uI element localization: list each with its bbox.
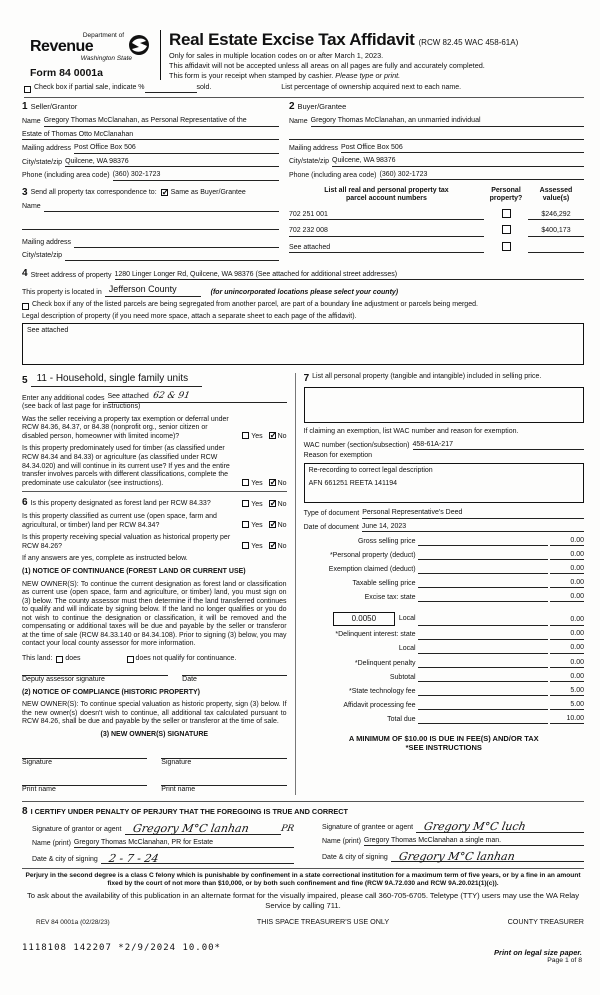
legal-description-input[interactable]: See attached bbox=[22, 323, 584, 365]
agency-block bbox=[22, 30, 160, 80]
form-title: Real Estate Excise Tax Affidavit bbox=[169, 30, 415, 49]
s6q3-yes-checkbox[interactable] bbox=[242, 542, 249, 549]
seller-name-input-2[interactable]: Estate of Thomas Otto McClanahan bbox=[22, 131, 279, 141]
parcel-row bbox=[289, 209, 584, 221]
seller-name-input[interactable]: Gregory Thomas McClanahan, as Personal Representative of the bbox=[44, 117, 279, 127]
deputy-date-label: Date bbox=[182, 676, 197, 684]
parcel-column-header: List all real and personal property tax parcel account numbers bbox=[324, 186, 449, 203]
assessed-value-column-header: Assessed value(s) bbox=[539, 186, 573, 203]
grantee-signature-input[interactable]: Gregory M°C luch bbox=[416, 824, 584, 833]
delinquent-penalty-value[interactable]: 0.00 bbox=[550, 659, 584, 669]
county-note: (for unincorporated locations please select your county) bbox=[210, 288, 399, 296]
s5q1-no-checkbox[interactable] bbox=[269, 432, 276, 439]
assessed-value-input[interactable]: $246,292 bbox=[528, 211, 584, 221]
form-title-rcw-ref: (RCW 82.45 WAC 458-61A) bbox=[418, 38, 519, 47]
correspondence-mailing-input[interactable] bbox=[74, 239, 279, 248]
s5q1-yes-checkbox[interactable] bbox=[242, 432, 249, 439]
parcel-table bbox=[289, 187, 584, 261]
partial-sale-row: Check box if partial sale, indicate % sold. List percentage of ownership acquired next to each name. bbox=[24, 84, 584, 98]
partial-sale-percent-input[interactable] bbox=[145, 92, 197, 93]
property-location-section: 4 Street address of property 1280 Linger Longer Rd, Quilcene, WA 98376 (See attached for additional street addresses) This property is located in Jefferson County (for unincorporated locations please select your county) Check box if any of the listed parcels are being segregated from another parcel, are part of a boundary line adjustment or parcels being merged. Legal description of property (if you need more space, attach a separate sheet to each page of the affidavit). See attached bbox=[22, 268, 584, 365]
new-owner-printname-input-2[interactable] bbox=[161, 776, 286, 786]
grantee-signature-label: Signature of grantee or agent bbox=[322, 824, 414, 832]
personal-property-checkbox[interactable] bbox=[502, 242, 511, 251]
correspondence-name-input[interactable] bbox=[44, 203, 279, 212]
date-of-document-label: Date of document bbox=[303, 523, 359, 531]
certification-section: 8 I CERTIFY UNDER PENALTY OF PERJURY THAT THE FOREGOING IS TRUE AND CORRECT Signature of grantor or agent Gregory M°C lanhan PR Name (print) Gregory Thomas McClanahan, PR for Estate Date & city of signing 2 - 7 - 24 Signature of grantee or agent Gregory M°C luch Name (print) Gregory Thomas McClanahan a single man. Date & city of signing Gregory M°C lanhan bbox=[22, 801, 584, 865]
parcel-number-input[interactable]: See attached bbox=[289, 244, 484, 254]
land-use-section: 5 11 - Household, single family units Enter any additional codes See attached 62 & 91 (see back of last page for instructions) Was the seller receiving a property tax exemption or deferral under RCW 84.36, 84.37, or 84.38 (nonprofit org., senior citizen or disabled person, homeowner with limited income)? Yes ✓ No Is this property predominately used for timber (as classified under RCW 84.34 and 84.33) or agriculture (as classified under RCW 84.34.020) and will continue in its current use? If yes and the entire transfer involves parcels with different classifications, complete the predominate use calculator (see instructions). Yes ✓ No 6 Is this property designated as forest land per RCW 84.33? Yes ✓ No Is this property classified as current use (open space, farm and agricultural, or timber) land per RCW 84.34? Yes ✓ No Is this property receiving special valuation as historical property per RCW 84.26? Yes ✓ No If any answers are yes, complete as instructed below. (1) NOTICE OF CONTINUANCE (FOREST LAND OR CURRENT USE) NEW OWNER(S): To continue the current designation as forest land or classification as current use (open space, farm and agriculture, or timber) land, you must sign on (3) below. The county assessor must then determine if the land transferred continues to qualify and will indicate by signing below. If the land no longer qualifies or you do not wish to continue the designation or classification, it will be removed and the compensating or additional taxes will be due and payable by the seller or transferor at the time of sale (RCW 84.33.140 or 84.34.108). Prior to signing (3) below, you may contact your local county assessor for more information. This land: does does not qualify for continuance. Deputy assessor signature Date (2) NOTICE OF COMPLIANCE (HISTORIC PROPERTY) NEW OWNER(S): To continue special valuation as historic property, sign (3) below. If the new owner(s) doesn't wish to continue, all additional tax calculated pursuant to RCW 84.26, shall be due and payable by the seller or transferor at the time of sale. (3) NEW OWNER(S) SIGNATURE Signature Signature Print name Print name bbox=[22, 373, 295, 794]
personal-property-section: 7 List all personal property (tangible and intangible) included in selling price. If claiming an exemption, list WAC number and reason for exemption. WAC number (section/subsection) 458-61A-217 Reason for exemption Re-recording to correct legal description AFN 661251 REETA 141194 Type of document Personal Representative's Deed Date of document June 14, 2023 Gross selling price 0.00 *Personal property (deduct) 0.00 Exemption claimed (deduct) 0.00 Taxable selling price 0.00 Excise tax: state 0.00 0.0050 Local 0.00 *Delinquent interest: state 0.00 Local 0.00 *Delinquent penalty 0.00 Subtotal 0.00 *State technology fee 5.00 Affidavit processing fee 5.00 Total due 10.00 A MINIMUM OF $10.00 IS DUE IN FEE(S) AND/OR TAX *SEE INSTRUCTIONS bbox=[295, 373, 584, 794]
additional-codes-label: Enter any additional codes bbox=[22, 394, 105, 402]
personal-property-column-header: Personal property? bbox=[489, 186, 523, 203]
buyer-grantee-section: 2 Buyer/Grantee Name Gregory Thomas McClanahan, an unmarried individual Mailing address Post Office Box 506 City/state/zip Quilcene, WA 98376 Phone (including area code) (360) 302-1723 bbox=[289, 101, 584, 181]
current-use-question: Is this property classified as current use (open space, farm and agricultural, or timber) land per RCW 84.34? bbox=[22, 513, 217, 529]
same-as-buyer-checkbox[interactable] bbox=[161, 189, 168, 196]
handwritten-codes: 62 & 91 bbox=[151, 391, 191, 402]
header-note-1: Only for sales in multiple location codes on or after March 1, 2023. bbox=[169, 50, 384, 60]
additional-codes-input[interactable]: See attached 62 & 91 bbox=[108, 391, 287, 403]
grantor-signature-label: Signature of grantor or agent bbox=[32, 826, 122, 834]
header-note-2: This affidavit will not be accepted unless all areas on all pages are fully and accurately completed. bbox=[169, 60, 485, 70]
segregated-checkbox[interactable] bbox=[22, 303, 29, 310]
exemption-deferral-question: Was the seller receiving a property tax exemption or deferral under RCW 84.36, 84.37, or 84.38 (nonprofit org., senior citizen or disabled person, homeowner with limited income)? bbox=[22, 415, 229, 440]
codes-instructions-note: (see back of last page for instructions) bbox=[22, 403, 141, 411]
notice-compliance-title: (2) NOTICE OF COMPLIANCE (HISTORIC PROPERTY) bbox=[22, 688, 200, 696]
personal-property-deduct-value[interactable]: 0.00 bbox=[550, 551, 584, 561]
same-as-buyer-label: Same as Buyer/Grantee bbox=[170, 188, 246, 196]
ownership-percentage-note: List percentage of ownership acquired next to each name. bbox=[281, 84, 462, 92]
legal-description-label: Legal description of property (if you need more space, attach a separate sheet to each page of the affidavit). bbox=[22, 312, 357, 320]
grantor-date-city-input[interactable]: 2 - 7 - 24 bbox=[101, 855, 294, 864]
seller-grantor-section: 1 Seller/Grantor Name Gregory Thomas McClanahan, as Personal Representative of the Estate of Thomas Otto McClanahan Mailing address Post Office Box 506 City/state/zip Quilcene, WA 98376 Phone (including area code) (360) 302-1723 bbox=[22, 101, 289, 181]
seller-mailing-input[interactable]: Post Office Box 506 bbox=[74, 144, 279, 154]
new-owners-signature-title: (3) NEW OWNER(S) SIGNATURE bbox=[100, 730, 209, 738]
timber-agriculture-question: Is this property predominately used for timber (as classified under RCW 84.34 and 84.33) or agriculture (as classified under RCW 84.34.020) and will continue in its current use? If yes and the entire transfer involves parcels with different classifications, complete the predominate use calculator (see instructions). bbox=[22, 445, 230, 487]
reason-for-exemption-label: Reason for exemption bbox=[303, 452, 373, 460]
local-rate-input[interactable]: 0.0050 bbox=[333, 612, 395, 626]
parcel-number-input[interactable]: 702 251 001 bbox=[289, 211, 484, 221]
notice-continuance-title: (1) NOTICE OF CONTINUANCE (FOREST LAND OR CURRENT USE) bbox=[22, 567, 246, 575]
state-technology-fee-value[interactable]: 5.00 bbox=[550, 687, 584, 697]
partial-sale-checkbox[interactable] bbox=[24, 86, 31, 93]
parcel-row bbox=[289, 225, 584, 237]
header-note-3: This form is your receipt when stamped by cashier. Please type or print. bbox=[169, 70, 401, 80]
parcel-number-input[interactable]: 702 232 008 bbox=[289, 227, 484, 237]
county-treasurer-label: COUNTY TREASURER bbox=[507, 916, 584, 926]
buyer-phone-input[interactable]: (360) 302-1723 bbox=[380, 171, 585, 181]
s6q1-yes-checkbox[interactable] bbox=[242, 500, 249, 507]
buyer-name-input[interactable]: Gregory Thomas McClanahan, an unmarried individual bbox=[311, 117, 584, 127]
excise-tax-local-value[interactable]: 0.00 bbox=[550, 616, 584, 626]
delinquent-interest-state-value[interactable]: 0.00 bbox=[550, 630, 584, 640]
print-note-block bbox=[494, 948, 582, 965]
notice-compliance-body: NEW OWNER(S): To continue special valuation as historic property, sign (3) below. If the new owner(s) doesn't wish to continue, all additional tax calculated pursuant to RCW 84.26, shall be due and payable by the seller or transferor at the time of sale. bbox=[22, 701, 287, 726]
reason-for-exemption-input[interactable]: Re-recording to correct legal description AFN 661251 REETA 141194 bbox=[304, 463, 584, 503]
grantor-printname-input[interactable]: Gregory Thomas McClanahan, PR for Estate bbox=[74, 839, 294, 849]
this-land-label: This land: bbox=[22, 654, 53, 662]
legal-size-note: Print on legal size paper. bbox=[494, 947, 582, 957]
s5q2-yes-checkbox[interactable] bbox=[242, 479, 249, 486]
page-indicator: Page 1 of 8 bbox=[547, 956, 582, 964]
s6q2-no-checkbox[interactable] bbox=[269, 521, 276, 528]
agency-top-label: Department of bbox=[82, 32, 124, 39]
treasurer-use-label: THIS SPACE TREASURER'S USE ONLY bbox=[256, 916, 390, 926]
type-of-document-label: Type of document bbox=[303, 509, 360, 517]
assessed-value-input[interactable] bbox=[528, 252, 584, 253]
wac-number-input[interactable]: 458-61A-217 bbox=[413, 441, 584, 451]
assessed-value-input[interactable]: $400,173 bbox=[528, 227, 584, 237]
personal-property-checkbox[interactable] bbox=[502, 225, 511, 234]
new-owner-printname-input-1[interactable] bbox=[22, 776, 147, 786]
deputy-assessor-signature-label: Deputy assessor signature bbox=[22, 676, 105, 684]
street-address-input[interactable]: 1280 Linger Longer Rd, Quilcene, WA 98376 (See attached for additional street addresses) bbox=[115, 271, 585, 281]
footer-row bbox=[22, 918, 584, 927]
personal-property-checkbox[interactable] bbox=[502, 209, 511, 218]
s6q3-no-checkbox[interactable] bbox=[269, 542, 276, 549]
personal-property-input[interactable] bbox=[304, 387, 584, 423]
exemption-claimed-value[interactable]: 0.00 bbox=[550, 565, 584, 575]
affidavit-processing-fee-value[interactable]: 5.00 bbox=[550, 701, 584, 711]
excise-tax-state-value[interactable]: 0.00 bbox=[550, 593, 584, 603]
correspondence-label: Send all property tax correspondence to: bbox=[30, 188, 157, 196]
s6q2-yes-checkbox[interactable] bbox=[242, 521, 249, 528]
segregated-label: Check box if any of the listed parcels are being segregated from another parcel, are part of a boundary line adjustment or parcels being merged. bbox=[32, 301, 478, 309]
perjury-notice: Perjury in the second degree is a class C felony which is punishable by confinement in a state correctional institution for a maximum term of five years, or by a fine in an amount fixed by the court of not more than $10,000, or by both such confinement and fine (RCW 9A.72.030 and RCW 9A.20.021(1)(c)). bbox=[22, 868, 584, 888]
subtotal-value[interactable]: 0.00 bbox=[550, 673, 584, 683]
parties-section bbox=[22, 101, 584, 181]
taxable-selling-price-value[interactable]: 0.00 bbox=[550, 579, 584, 589]
type-of-document-input[interactable]: Personal Representative's Deed bbox=[362, 509, 584, 519]
land-does-not-checkbox[interactable] bbox=[127, 656, 134, 663]
personal-property-label: List all personal property (tangible and intangible) included in selling price. bbox=[312, 373, 542, 381]
if-yes-note: If any answers are yes, complete as instructed below. bbox=[22, 555, 188, 563]
s5q2-no-checkbox[interactable] bbox=[269, 479, 276, 486]
street-address-label: Street address of property bbox=[30, 271, 112, 279]
form-header bbox=[22, 30, 584, 80]
grantee-printname-input[interactable]: Gregory Thomas McClanahan a single man. bbox=[364, 837, 584, 847]
grantee-date-city-input[interactable]: Gregory M°C lanhan bbox=[391, 853, 584, 862]
dor-logo-icon bbox=[128, 34, 150, 60]
excise-tax-calculation: Gross selling price 0.00 *Personal property (deduct) 0.00 Exemption claimed (deduct) 0.00 Taxable selling price 0.00 Excise tax: state 0.00 0.0050 Local 0.00 *Delinquent interest: state 0.00 Local 0.00 *Delinquent penalty 0.00 Subtotal 0.00 *State technology fee 5.00 Affidavit processing fee 5.00 Total due 10.00 bbox=[328, 536, 584, 723]
seller-section-title: Seller/Grantor bbox=[30, 101, 78, 111]
correspondence-name-input-2[interactable] bbox=[22, 221, 279, 230]
parcel-row bbox=[289, 242, 584, 254]
gross-selling-price-value[interactable]: 0.00 bbox=[550, 537, 584, 547]
tax-correspondence-section: 3 Send all property tax correspondence to: ✓ Same as Buyer/Grantee Name Mailing address City/state/zip List all real and personal property tax parcel account numbers Personal property? Assessed value(s) 702 251 001 $246,292 702 232 008 $400,173 See attached bbox=[22, 187, 584, 261]
land-use-code-input[interactable]: 11 - Household, single family units bbox=[31, 373, 203, 387]
agency-sub-label: Washington State bbox=[80, 55, 132, 63]
agency-name: Revenue bbox=[30, 37, 94, 55]
seller-city-input[interactable]: Quilcene, WA 98376 bbox=[65, 158, 279, 168]
partial-sale-label: Check box if partial sale, indicate % bbox=[34, 84, 145, 92]
new-owner-signature-input-1[interactable] bbox=[22, 749, 147, 759]
alternate-format-notice: To ask about the availability of this publication in an alternate format for the visually impaired, please call 360-705-6705. Teletype (TTY) users may use the WA Relay Service by calling 711. bbox=[26, 891, 580, 910]
land-does-checkbox[interactable] bbox=[56, 656, 63, 663]
seller-phone-input[interactable]: (360) 302-1723 bbox=[113, 171, 279, 181]
minimum-fee-note: A MINIMUM OF $10.00 IS DUE IN FEE(S) AND/OR TAX *SEE INSTRUCTIONS bbox=[348, 734, 539, 753]
buyer-city-input[interactable]: Quilcene, WA 98376 bbox=[332, 157, 584, 167]
buyer-name-input-2[interactable] bbox=[289, 131, 584, 140]
delinquent-interest-local-value[interactable]: 0.00 bbox=[550, 644, 584, 654]
historical-property-question: Is this property receiving special valuation as historical property per RCW 84.26? bbox=[22, 534, 231, 550]
wac-number-label: WAC number (section/subsection) bbox=[303, 441, 410, 449]
buyer-mailing-input[interactable]: Post Office Box 506 bbox=[341, 144, 584, 154]
correspondence-city-input[interactable] bbox=[65, 252, 279, 261]
form-number: Form 84 0001a bbox=[30, 67, 103, 80]
buyer-section-title: Buyer/Grantee bbox=[297, 101, 347, 111]
cashier-stamp: 1118108 142207 *2/9/2024 10.00* bbox=[22, 942, 221, 953]
date-of-document-input[interactable]: June 14, 2023 bbox=[362, 523, 584, 533]
notice-continuance-body: NEW OWNER(S): To continue the current designation as forest land or classification as current use (open space, farm and agriculture, or timber) land, you must sign on (3) below. The county assessor must then determine if the land transferred continues to qualify and will indicate by signing below. If the land no longer qualifies or you do not wish to continue the designation or classification, it will be removed and the compensating or additional taxes will be due and payable by the seller or transferor at the time of sale (RCW 84.33.140 or 84.34.108). Prior to signing (3) below, you may contact your local county assessor for more information. bbox=[22, 580, 287, 648]
rev-number: REV 84 0001a (02/28/23) bbox=[36, 918, 110, 926]
located-in-label: This property is located in bbox=[22, 288, 102, 296]
total-due-value[interactable]: 10.00 bbox=[550, 715, 584, 725]
certify-statement: I CERTIFY UNDER PENALTY OF PERJURY THAT THE FOREGOING IS TRUE AND CORRECT bbox=[30, 806, 348, 816]
forest-land-question: Is this property designated as forest land per RCW 84.33? bbox=[30, 500, 211, 508]
exemption-note: If claiming an exemption, list WAC number and reason for exemption. bbox=[303, 428, 519, 436]
county-select[interactable]: Jefferson County bbox=[105, 284, 201, 297]
s6q1-no-checkbox[interactable] bbox=[269, 500, 276, 507]
grantor-signature-input[interactable]: Gregory M°C lanhan bbox=[125, 826, 282, 835]
new-owner-signature-input-2[interactable] bbox=[161, 749, 286, 759]
